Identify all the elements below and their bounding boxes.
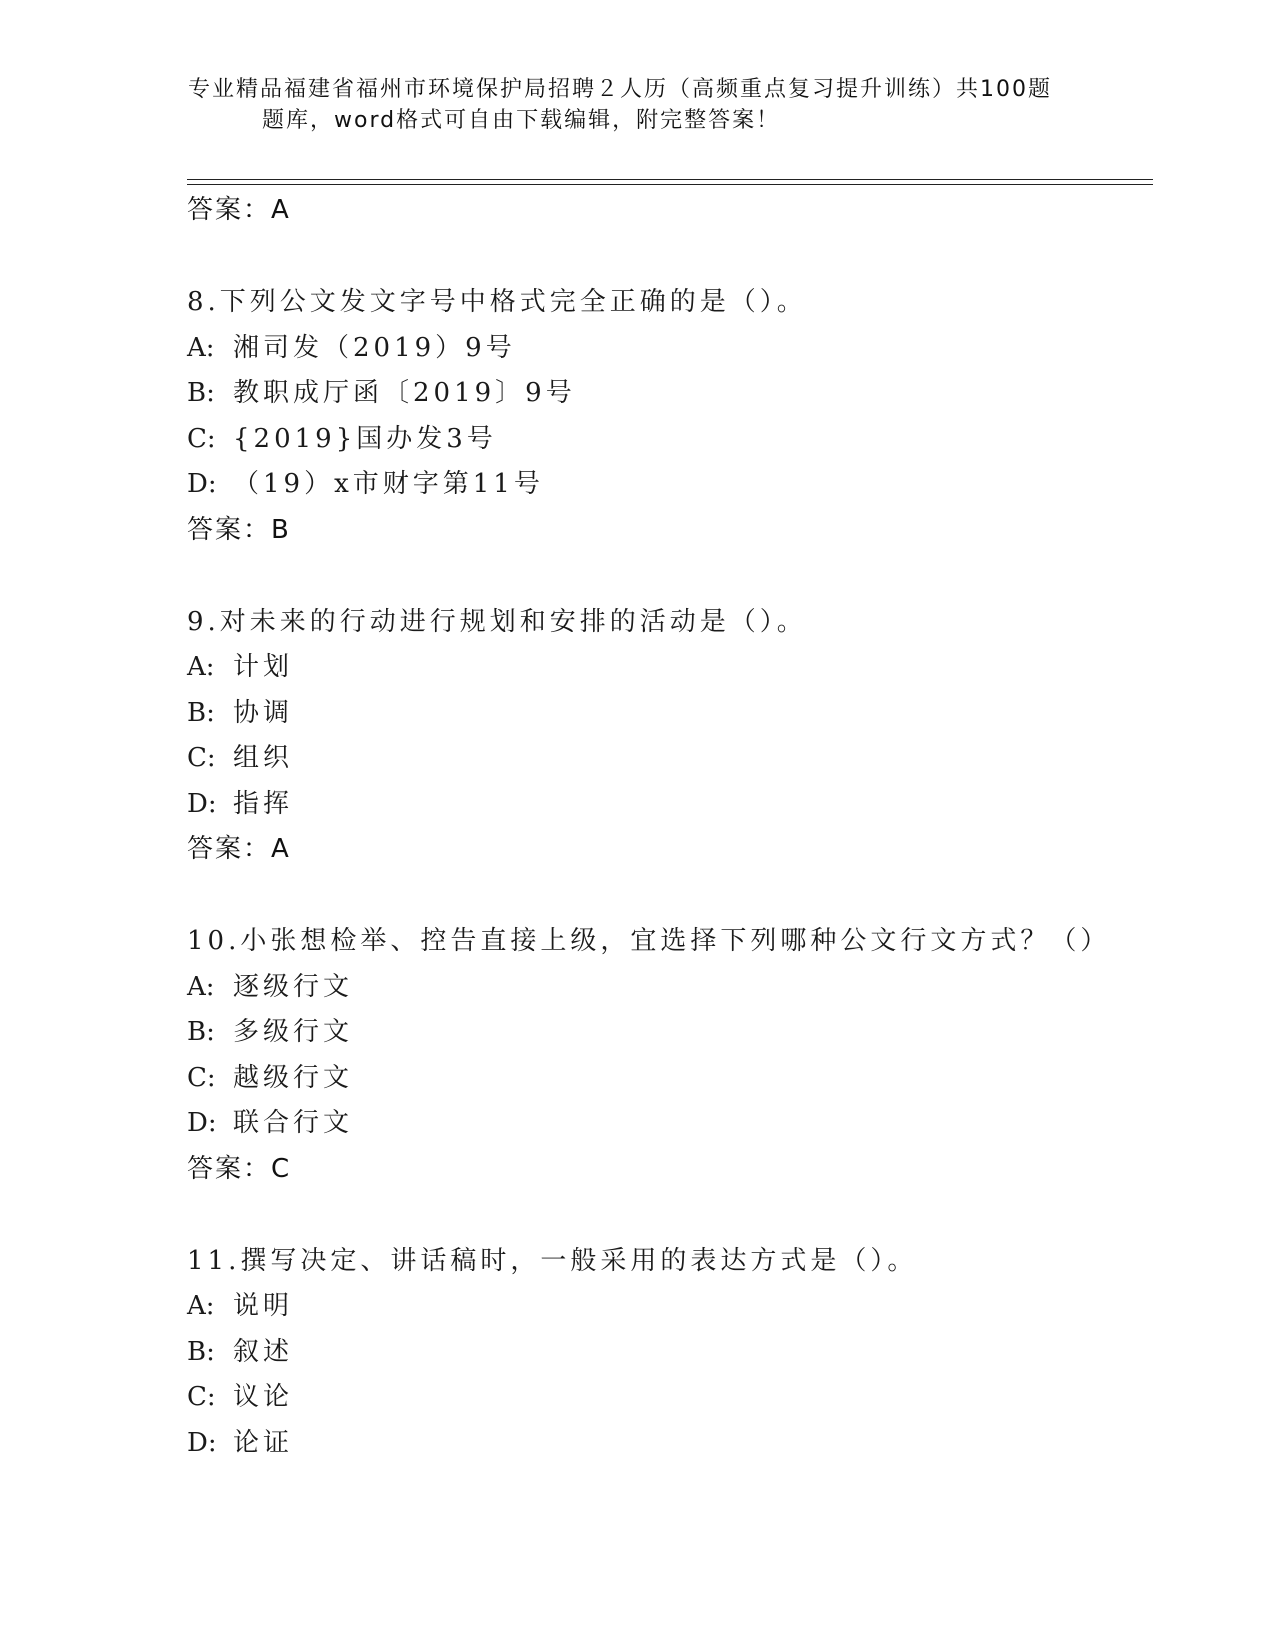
option-text: 联合行文 xyxy=(233,1108,354,1138)
option-text: 说明 xyxy=(233,1291,294,1321)
option-c xyxy=(187,736,1147,782)
header-divider-top xyxy=(187,179,1153,180)
question-stem: 8.下列公文发文字号中格式完全正确的是（）。 xyxy=(187,287,807,317)
option-key: D: xyxy=(187,469,217,499)
option-b xyxy=(187,1010,1147,1056)
option-key: A: xyxy=(187,1291,215,1321)
answer-value: A xyxy=(271,195,291,225)
option-text: 组织 xyxy=(233,743,294,773)
answer-prefix: 答案： xyxy=(187,514,272,545)
question-stem: 10.小张想检举、控告直接上级，宜选择下列哪种公文行文方式？（） xyxy=(187,926,1111,956)
option-key: B: xyxy=(187,378,215,408)
answer-line xyxy=(187,188,1147,233)
option-b xyxy=(187,1330,1147,1376)
option-key: D: xyxy=(187,1108,217,1138)
option-key: A: xyxy=(187,332,215,363)
option-key: B: xyxy=(187,1017,215,1047)
option-key: C: xyxy=(187,1382,216,1412)
option-a xyxy=(187,1284,1147,1330)
question-block xyxy=(187,919,1147,1192)
option-text: 教职成厅函〔2019〕9号 xyxy=(233,378,576,408)
header-divider-bottom xyxy=(187,184,1153,185)
answer-line xyxy=(187,827,1147,872)
answer-prefix: 答案： xyxy=(187,195,272,225)
answer-value: C xyxy=(271,1153,292,1184)
question-block xyxy=(187,1239,1147,1467)
option-text: 议论 xyxy=(233,1382,294,1412)
option-text: 指挥 xyxy=(233,788,294,819)
option-key: A: xyxy=(187,971,215,1002)
option-text: 多级行文 xyxy=(233,1017,354,1047)
question-list xyxy=(187,188,1147,1466)
option-key: C: xyxy=(187,423,216,454)
option-b xyxy=(187,371,1147,417)
option-key: C: xyxy=(187,743,216,773)
answer-line xyxy=(187,508,1147,553)
option-d xyxy=(187,462,1147,508)
option-a xyxy=(187,965,1147,1011)
answer-value: B xyxy=(271,514,291,545)
option-d xyxy=(187,1101,1147,1147)
option-d xyxy=(187,1421,1147,1467)
option-c xyxy=(187,1375,1147,1421)
option-key: D: xyxy=(187,1427,217,1458)
question-stem: 11.撰写决定、讲话稿时，一般采用的表达方式是（）。 xyxy=(187,1245,918,1276)
question-block xyxy=(187,600,1147,873)
option-text: 计划 xyxy=(233,652,294,682)
header-title-line1: 专业精品福建省福州市环境保护局招聘２人历（高频重点复习提升训练）共100题 xyxy=(188,77,1052,102)
answer-prefix: 答案： xyxy=(187,1153,272,1184)
option-text: 论证 xyxy=(233,1427,294,1458)
option-key: D: xyxy=(187,788,217,819)
option-c xyxy=(187,1056,1147,1102)
question-stem: 9.对未来的行动进行规划和安排的活动是（）。 xyxy=(187,606,807,637)
answer-prefix: 答案： xyxy=(187,834,272,864)
option-b xyxy=(187,691,1147,737)
option-text: 协调 xyxy=(233,697,294,728)
option-text: 逐级行文 xyxy=(233,971,354,1002)
option-text: 湘司发（2019）9号 xyxy=(233,332,516,363)
answer-value: A xyxy=(271,834,291,864)
header-title-line2: 题库，word格式可自由下载编辑，附完整答案！ xyxy=(262,108,781,133)
option-text: 越级行文 xyxy=(233,1062,354,1093)
option-text: （19）x市财字第11号 xyxy=(233,469,544,499)
option-key: B: xyxy=(187,697,215,728)
option-key: A: xyxy=(187,652,215,682)
question-block xyxy=(187,280,1147,553)
option-key: B: xyxy=(187,1336,215,1367)
option-a xyxy=(187,645,1147,691)
option-text: {2019}国办发3号 xyxy=(233,423,497,454)
option-c xyxy=(187,417,1147,463)
document-header xyxy=(188,74,1088,136)
option-a xyxy=(187,326,1147,372)
option-text: 叙述 xyxy=(233,1336,294,1367)
option-d xyxy=(187,782,1147,828)
answer-line xyxy=(187,1147,1147,1192)
option-key: C: xyxy=(187,1062,216,1093)
